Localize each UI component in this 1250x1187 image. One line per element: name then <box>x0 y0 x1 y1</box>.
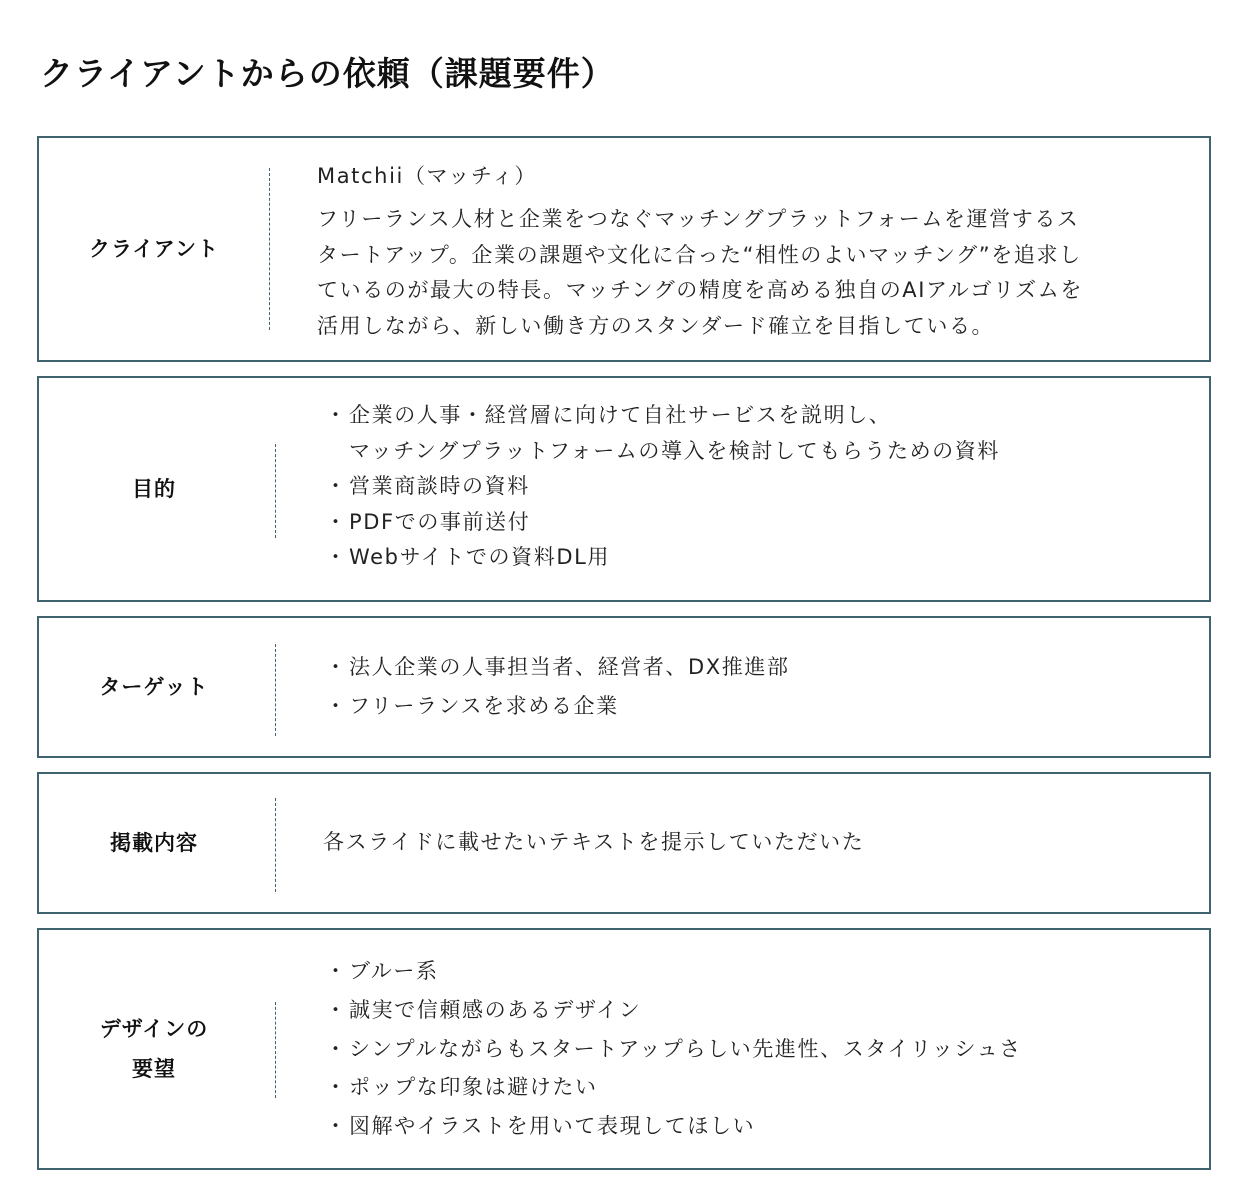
target-label: ターゲット <box>99 675 209 699</box>
target-divider <box>275 644 276 736</box>
client-label: クライアント <box>89 237 219 261</box>
client-description-line: フリーランス人材と企業をつなぐマッチングプラットフォームを運営するス <box>317 207 1080 231</box>
content-label: 掲載内容 <box>110 831 198 855</box>
content-divider <box>275 798 276 892</box>
design-label: デザインの 要望 <box>99 1017 209 1081</box>
client-divider <box>269 168 270 330</box>
client-section <box>37 136 1211 362</box>
design-list <box>325 952 1169 1146</box>
list-item: ・ 営業商談時の資料 <box>325 469 1169 505</box>
purpose-list <box>325 398 1169 576</box>
target-content <box>325 648 1169 725</box>
design-content <box>325 952 1169 1146</box>
client-content <box>317 162 1169 344</box>
client-description-line: 活用しながら、新しい働き方のスタンダード確立を目指している。 <box>317 313 995 338</box>
page-title: クライアントからの依頼（課題要件） <box>40 54 615 93</box>
list-item: ・ 企業の人事・経営層に向けて自社サービスを説明し、 マッチングプラットフォームの導入を検討してもらうための資料 <box>325 398 1169 469</box>
target-section <box>37 616 1211 758</box>
list-item: ・ ブルー系 <box>325 952 1169 991</box>
list-item: ・ 図解やイラストを用いて表現してほしい <box>325 1107 1169 1146</box>
content-section <box>37 772 1211 914</box>
purpose-divider <box>275 444 276 538</box>
list-item: ・ 法人企業の人事担当者、経営者、DX推進部 <box>325 648 1169 687</box>
list-item: ・ フリーランスを求める企業 <box>325 687 1169 726</box>
design-section <box>37 928 1211 1170</box>
client-name: Matchii（マッチィ） <box>317 164 538 188</box>
list-item: ・ ポップな印象は避けたい <box>325 1068 1169 1107</box>
list-item: ・ シンプルながらもスタートアップらしい先進性、スタイリッシュさ <box>325 1030 1169 1069</box>
list-item: ・ PDFでの事前送付 <box>325 505 1169 541</box>
content-text: 各スライドに載せたいテキストを提示していただいた <box>323 830 865 854</box>
purpose-content <box>325 398 1169 576</box>
list-item: ・ 誠実で信頼感のあるデザイン <box>325 991 1169 1030</box>
target-list <box>325 648 1169 725</box>
list-item: ・ Webサイトでの資料DL用 <box>325 540 1169 576</box>
purpose-label: 目的 <box>132 477 176 501</box>
client-description-line: タートアップ。企業の課題や文化に合った“相性のよいマッチング”を追求し <box>317 242 1082 267</box>
purpose-section <box>37 376 1211 602</box>
design-divider <box>275 1002 276 1098</box>
client-description-line: ているのが最大の特長。マッチングの精度を高める独自のAIアルゴリズムを <box>317 278 1083 302</box>
